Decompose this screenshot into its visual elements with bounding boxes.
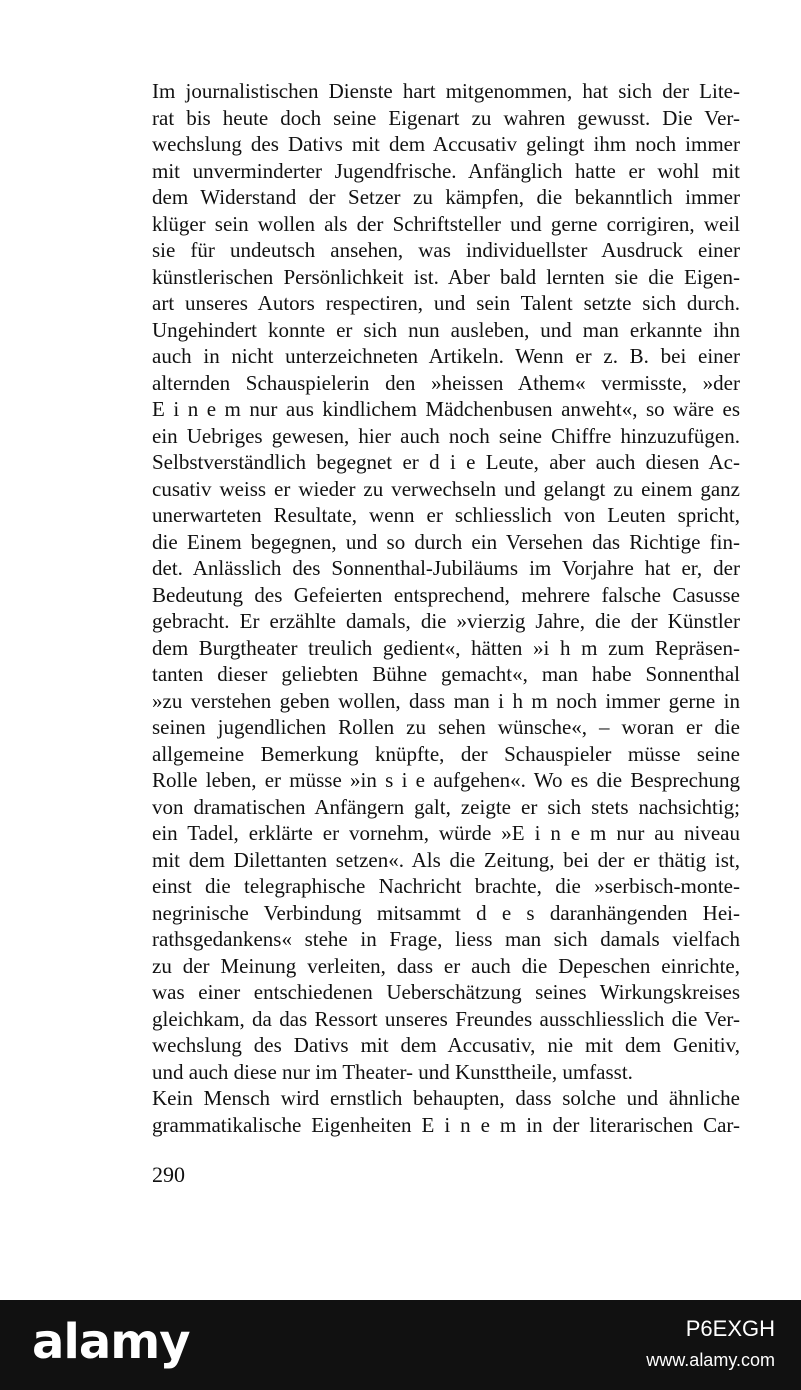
text-line: art unseres Autors respectiren, und sein Talent setzte sich durch. <box>152 291 740 315</box>
text-line: tanten dieser geliebten Bühne gemacht«, man habe Sonnenthal <box>152 662 740 686</box>
text-line: ein Tadel, erklärte er vornehm, würde »E i n e m nur au niveau <box>152 821 740 845</box>
text-line: sie für undeutsch ansehen, was individuellster Ausdruck einer <box>152 238 740 262</box>
text-line: negrinische Verbindung mitsammt d e s daranhängenden Hei- <box>152 900 740 925</box>
text-line: cusativ weiss er wieder zu verwechseln und gelangt zu einem ganz <box>152 476 740 501</box>
text-line: ein Uebriges gewesen, hier auch noch seine Chiffre hinzuzufügen. <box>152 423 740 448</box>
text-line: zu der Meinung verleiten, dass er auch die Depeschen einrichte, <box>152 953 740 978</box>
text-line: wechslung des Dativs mit dem Accusativ, nie mit dem Genitiv, <box>152 1033 740 1057</box>
text-line: mit dem Dilettanten setzen«. Als die Zeitung, bei der er thätig ist, <box>152 847 740 872</box>
text-line: rathsgedankens« stehe in Frage, liess man sich damals vielfach <box>152 927 740 951</box>
text-line: wechslung des Dativs mit dem Accusativ gelingt ihm noch immer <box>152 132 740 156</box>
text-line: Im journalistischen Dienste hart mitgenommen, hat sich der Lite- <box>152 79 740 103</box>
text-line: allgemeine Bemerkung knüpfte, der Schauspieler müsse seine <box>152 741 740 766</box>
text-line: die Einem begegnen, und so durch ein Versehen das Richtige fin- <box>152 529 740 554</box>
text-line: gebracht. Er erzählte damals, die »vierzig Jahre, die der Künstler <box>152 609 740 633</box>
image-id: P6EXGH <box>685 1316 775 1341</box>
text-line: auch in nicht unterzeichneten Artikeln. Wenn er z. B. bei einer <box>152 344 740 368</box>
text-line: »zu verstehen geben wollen, dass man i h m noch immer gerne in <box>152 688 740 713</box>
text-line: einst die telegraphische Nachricht brachte, die »serbisch-monte- <box>152 874 740 898</box>
text-line: det. Anlässlich des Sonnenthal-Jubiläums im Vorjahre hat er, der <box>152 556 740 580</box>
text-line: künstlerischen Persönlichkeit ist. Aber bald lernten sie die Eigen- <box>152 264 740 289</box>
text-line: was einer entschiedenen Ueberschätzung seines Wirkungskreises <box>152 980 740 1004</box>
text-line: Selbstverständlich begegnet er d i e Leute, aber auch diesen Ac- <box>152 450 740 474</box>
text-line: Bedeutung des Gefeierten entsprechend, mehrere falsche Casusse <box>152 582 740 607</box>
text-line: Rolle leben, er müsse »in s i e aufgehen«. Wo es die Besprechung <box>152 768 740 792</box>
text-line: klüger sein wollen als der Schriftsteller und gerne corrigiren, weil <box>152 211 740 236</box>
text-line: Kein Mensch wird ernstlich behaupten, dass solche und ähnliche <box>152 1086 740 1110</box>
text-line: E i n e m nur aus kindlichem Mädchenbusen anweht«, so wäre es <box>152 397 740 421</box>
text-line: grammatikalische Eigenheiten E i n e m in der literarischen Car- <box>152 1112 740 1137</box>
text-line: dem Widerstand der Setzer zu kämpfen, die bekanntlich immer <box>152 185 740 209</box>
text-line: dem Burgtheater treulich gedient«, hätten »i h m zum Repräsen- <box>152 635 740 660</box>
text-line: mit unverminderter Jugendfrische. Anfänglich hatte er wohl mit <box>152 158 740 183</box>
text-line: alternden Schauspielerin den »heissen Athem« vermisste, »der <box>152 370 740 395</box>
site-url: www.alamy.com <box>646 1350 775 1370</box>
text-line: Ungehindert konnte er sich nun ausleben, und man erkannte ihn <box>152 317 740 342</box>
text-line: von dramatischen Anfängern galt, zeigte er sich stets nachsichtig; <box>152 794 740 819</box>
watermark-banner <box>0 1300 801 1390</box>
text-line: rat bis heute doch seine Eigenart zu wahren gewusst. Die Ver- <box>152 105 740 130</box>
text-line: und auch diese nur im Theater- und Kunsttheile, umfasst. <box>152 1059 633 1084</box>
alamy-logo: alamy <box>32 1314 190 1370</box>
text-line: unerwarteten Resultate, wenn er schliesslich von Leuten spricht, <box>152 503 740 527</box>
page-number: 290 <box>152 1162 185 1187</box>
body-text <box>152 78 740 1138</box>
text-line: gleichkam, da das Ressort unseres Freundes ausschliesslich die Ver- <box>152 1006 740 1031</box>
text-line: seinen jugendlichen Rollen zu sehen wünsche«, – woran er die <box>152 715 740 739</box>
